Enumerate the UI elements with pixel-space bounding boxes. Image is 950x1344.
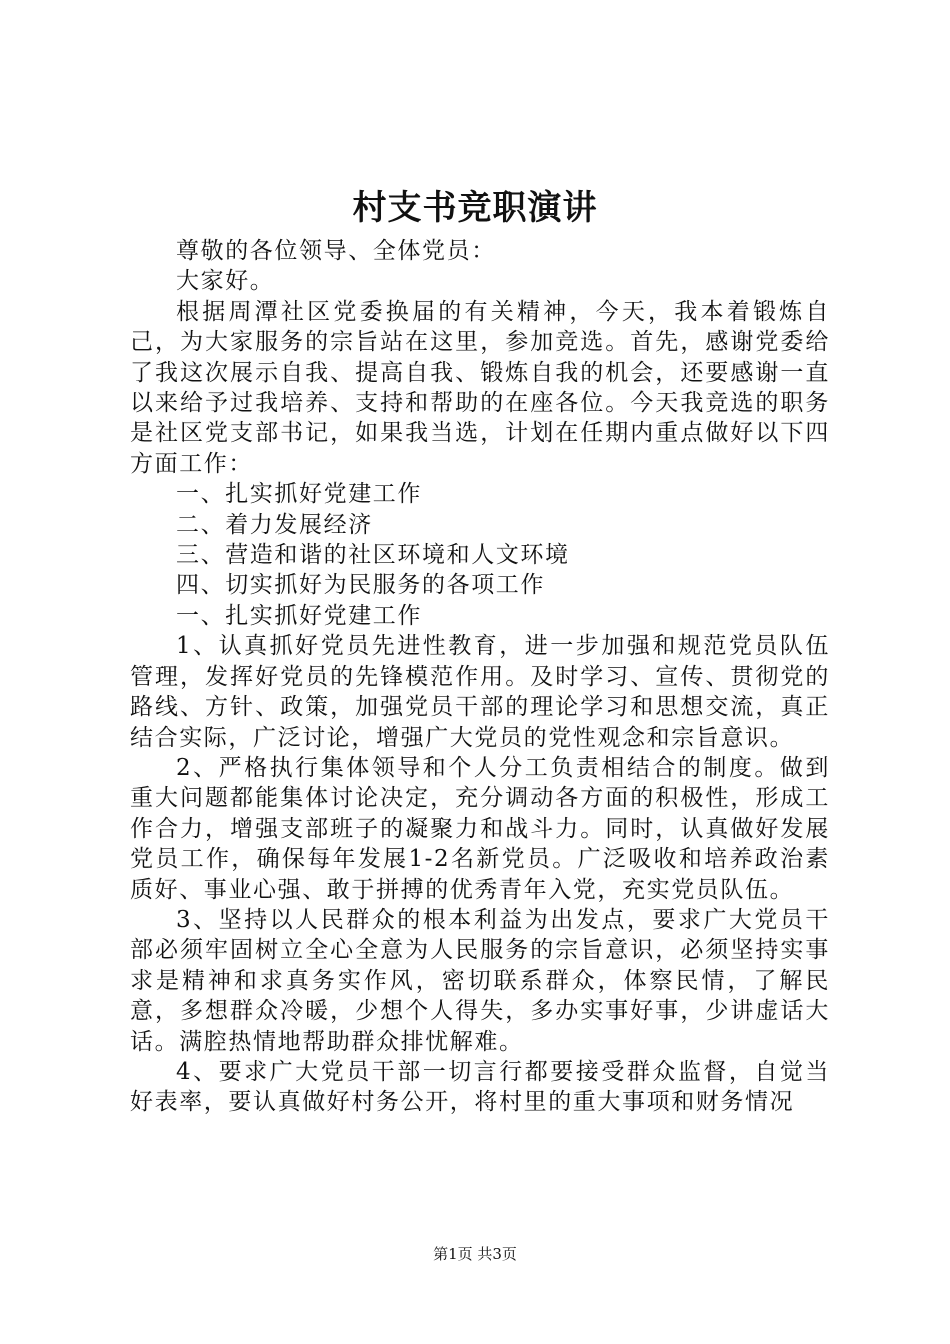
outline-item-4: 四、切实抓好为民服务的各项工作 xyxy=(176,572,545,599)
salutation: 尊敬的各位领导、全体党员： xyxy=(176,238,496,264)
point-paragraph-2: 2、严格执行集体领导和个人分工负责相结合的制度。做到重大问题都能集体讨论决定，充分调动各方面的积极性，形成工作合力，增强支部班子的凝聚力和战斗力。同时，认真做好发展党员工作，确保每年发展1-2名新党员。广泛吸收和培养政治素质好、事业心强、敢于拼搏的优秀青年入党，充实党员队伍。 xyxy=(130,754,830,903)
intro-paragraph: 根据周潭社区党委换届的有关精神，今天，我本着锻炼自己，为大家服务的宗旨站在这里，参加竞选。首先，感谢党委给了我这次展示自我、提高自我、锻炼自我的机会，还要感谢一直以来给予过我培养、支持和帮助的在座各位。今天我竞选的职务是社区党支部书记，如果我当选，计划在任期内重点做好以下四方面工作： xyxy=(130,298,830,477)
point-paragraph-3: 3、坚持以人民群众的根本利益为出发点，要求广大党员干部必须牢固树立全心全意为人民服务的宗旨意识，必须坚持实事求是精神和求真务实作风，密切联系群众，体察民情，了解民意，多想群众冷暖，少想个人得失，多办实事好事，少讲虚话大话。满腔热情地帮助群众排忧解难。 xyxy=(130,906,830,1055)
document-title: 村支书竞职演讲 xyxy=(352,188,598,228)
section-heading-1: 一、扎实抓好党建工作 xyxy=(176,602,422,629)
document-body xyxy=(130,236,830,1118)
outline-item-2: 二、着力发展经济 xyxy=(176,511,373,538)
point-paragraph-4: 4、要求广大党员干部一切言行都要接受群众监督，自觉当好表率，要认真做好村务公开，将村里的重大事项和财务情况 xyxy=(130,1058,830,1116)
greeting: 大家好。 xyxy=(176,268,275,295)
page-footer: 第1页 共3页 xyxy=(433,1245,517,1263)
point-paragraph-1: 1、认真抓好党员先进性教育，进一步加强和规范党员队伍管理，发挥好党员的先锋模范作用。及时学习、宣传、贯彻党的路线、方针、政策，加强党员干部的理论学习和思想交流，真正结合实际，广泛讨论，增强广大党员的党性观念和宗旨意识。 xyxy=(130,633,830,751)
outline-item-3: 三、营造和谐的社区环境和人文环境 xyxy=(176,542,570,569)
outline-item-1: 一、扎实抓好党建工作 xyxy=(176,481,422,508)
